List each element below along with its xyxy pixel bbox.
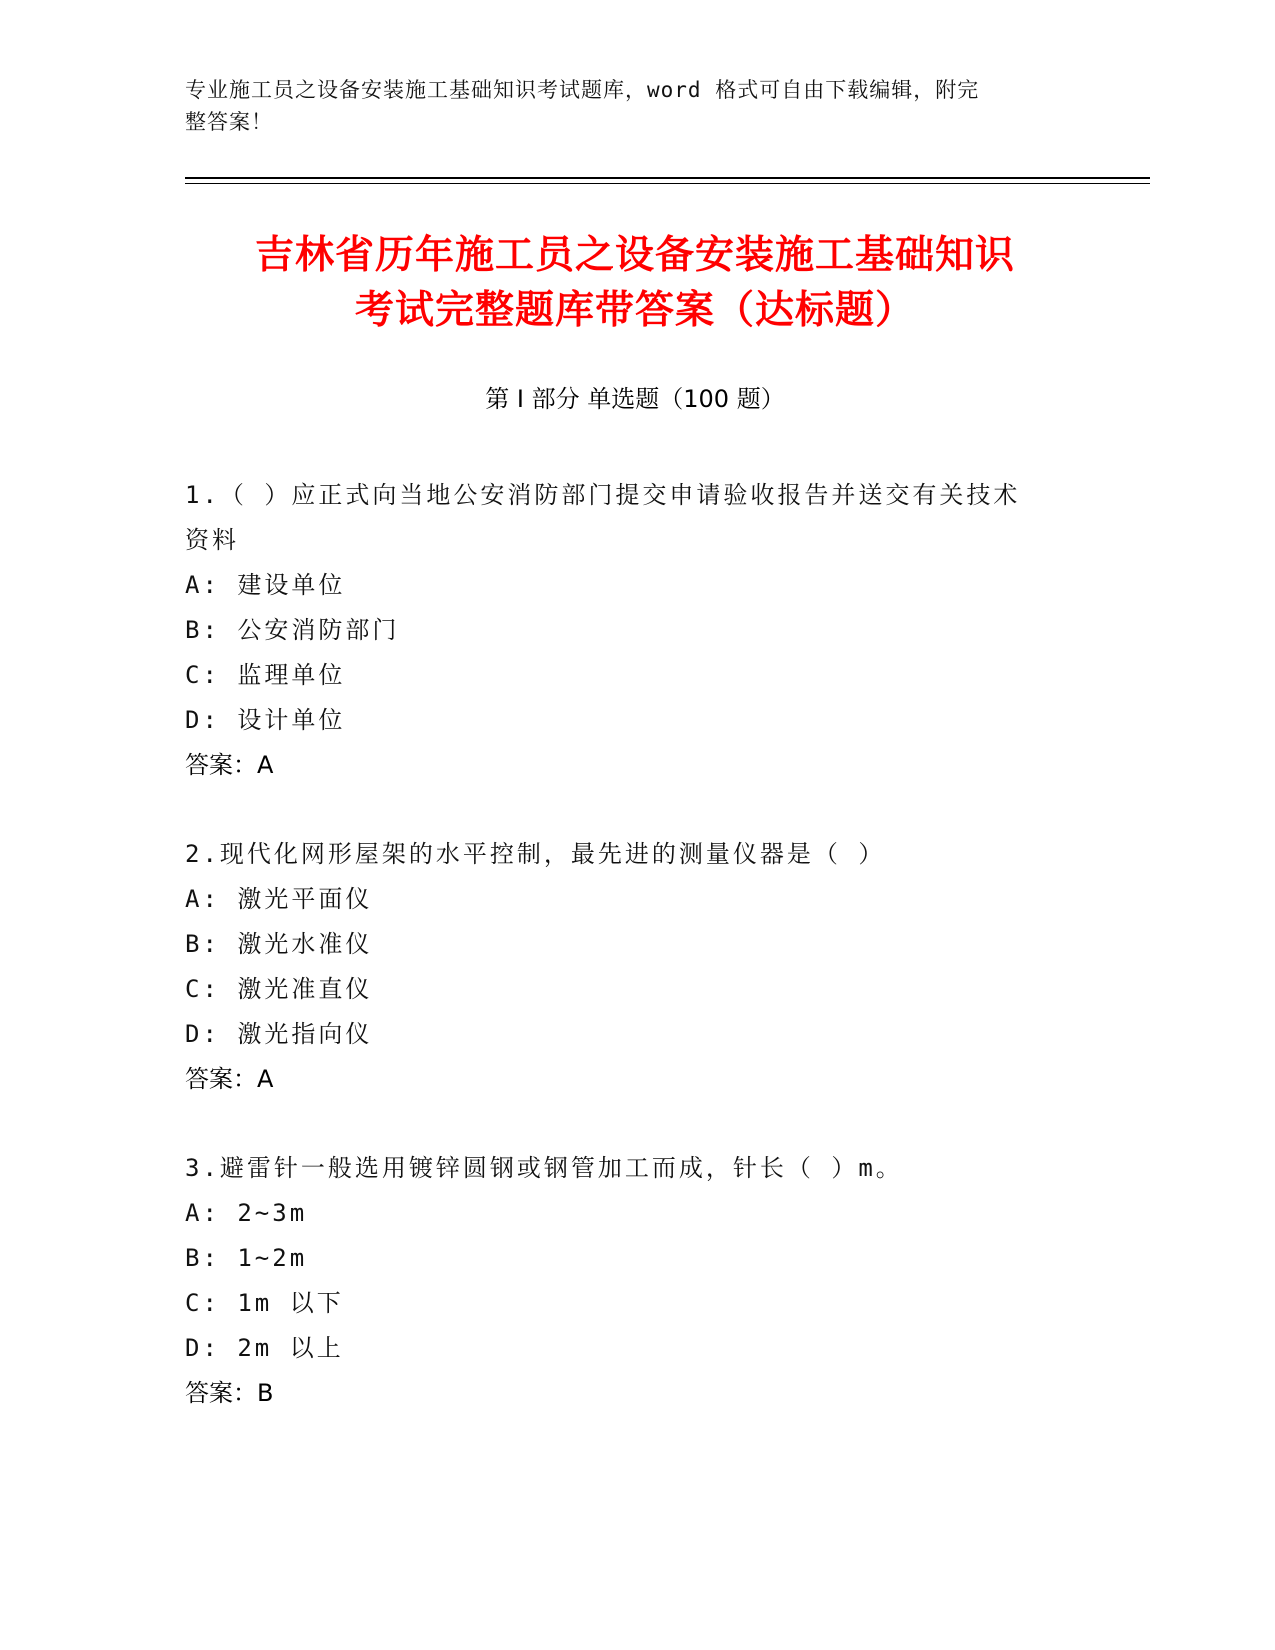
question-3 <box>185 1146 1085 1416</box>
header-divider-thin <box>185 183 1150 184</box>
header-note-line-1: 专业施工员之设备安装施工基础知识考试题库，word 格式可自由下载编辑，附完 <box>185 78 980 102</box>
document-title-line-2: 考试完整题库带答案（达标题） <box>354 288 915 333</box>
answer: 答案：B <box>185 1379 274 1407</box>
option-c: C: 激光准直仪 <box>185 975 373 1003</box>
option-d: D: 2m 以上 <box>185 1334 344 1362</box>
question-text: 1.（ ）应正式向当地公安消防部门提交申请验收报告并送交有关技术 <box>185 481 1021 509</box>
question-list <box>185 473 1085 1460</box>
document-title-line-1: 吉林省历年施工员之设备安装施工基础知识 <box>254 233 1015 278</box>
answer: 答案：A <box>185 1065 274 1093</box>
question-text: 2.现代化网形屋架的水平控制，最先进的测量仪器是（ ） <box>185 840 886 868</box>
option-a: A: 激光平面仪 <box>185 885 373 913</box>
section-heading: 第 I 部分 单选题（100 题） <box>485 385 785 413</box>
header-note-line-2: 整答案！ <box>185 110 273 134</box>
option-b: B: 激光水准仪 <box>185 930 373 958</box>
option-c: C: 1m 以下 <box>185 1289 344 1317</box>
header-note <box>185 74 1065 138</box>
option-a: A: 2~3m <box>185 1199 308 1227</box>
question-2 <box>185 832 1085 1102</box>
question-text-continued: 资料 <box>185 526 239 554</box>
option-d: D: 设计单位 <box>185 706 346 734</box>
question-1 <box>185 473 1085 788</box>
option-d: D: 激光指向仪 <box>185 1020 373 1048</box>
document-title <box>185 228 1085 338</box>
option-c: C: 监理单位 <box>185 661 346 689</box>
option-b: B: 1~2m <box>185 1244 308 1272</box>
answer: 答案：A <box>185 751 274 779</box>
option-a: A: 建设单位 <box>185 571 346 599</box>
option-b: B: 公安消防部门 <box>185 616 400 644</box>
question-text: 3.避雷针一般选用镀锌圆钢或钢管加工而成，针长（ ）m。 <box>185 1154 903 1182</box>
header-divider-thick <box>185 177 1150 179</box>
